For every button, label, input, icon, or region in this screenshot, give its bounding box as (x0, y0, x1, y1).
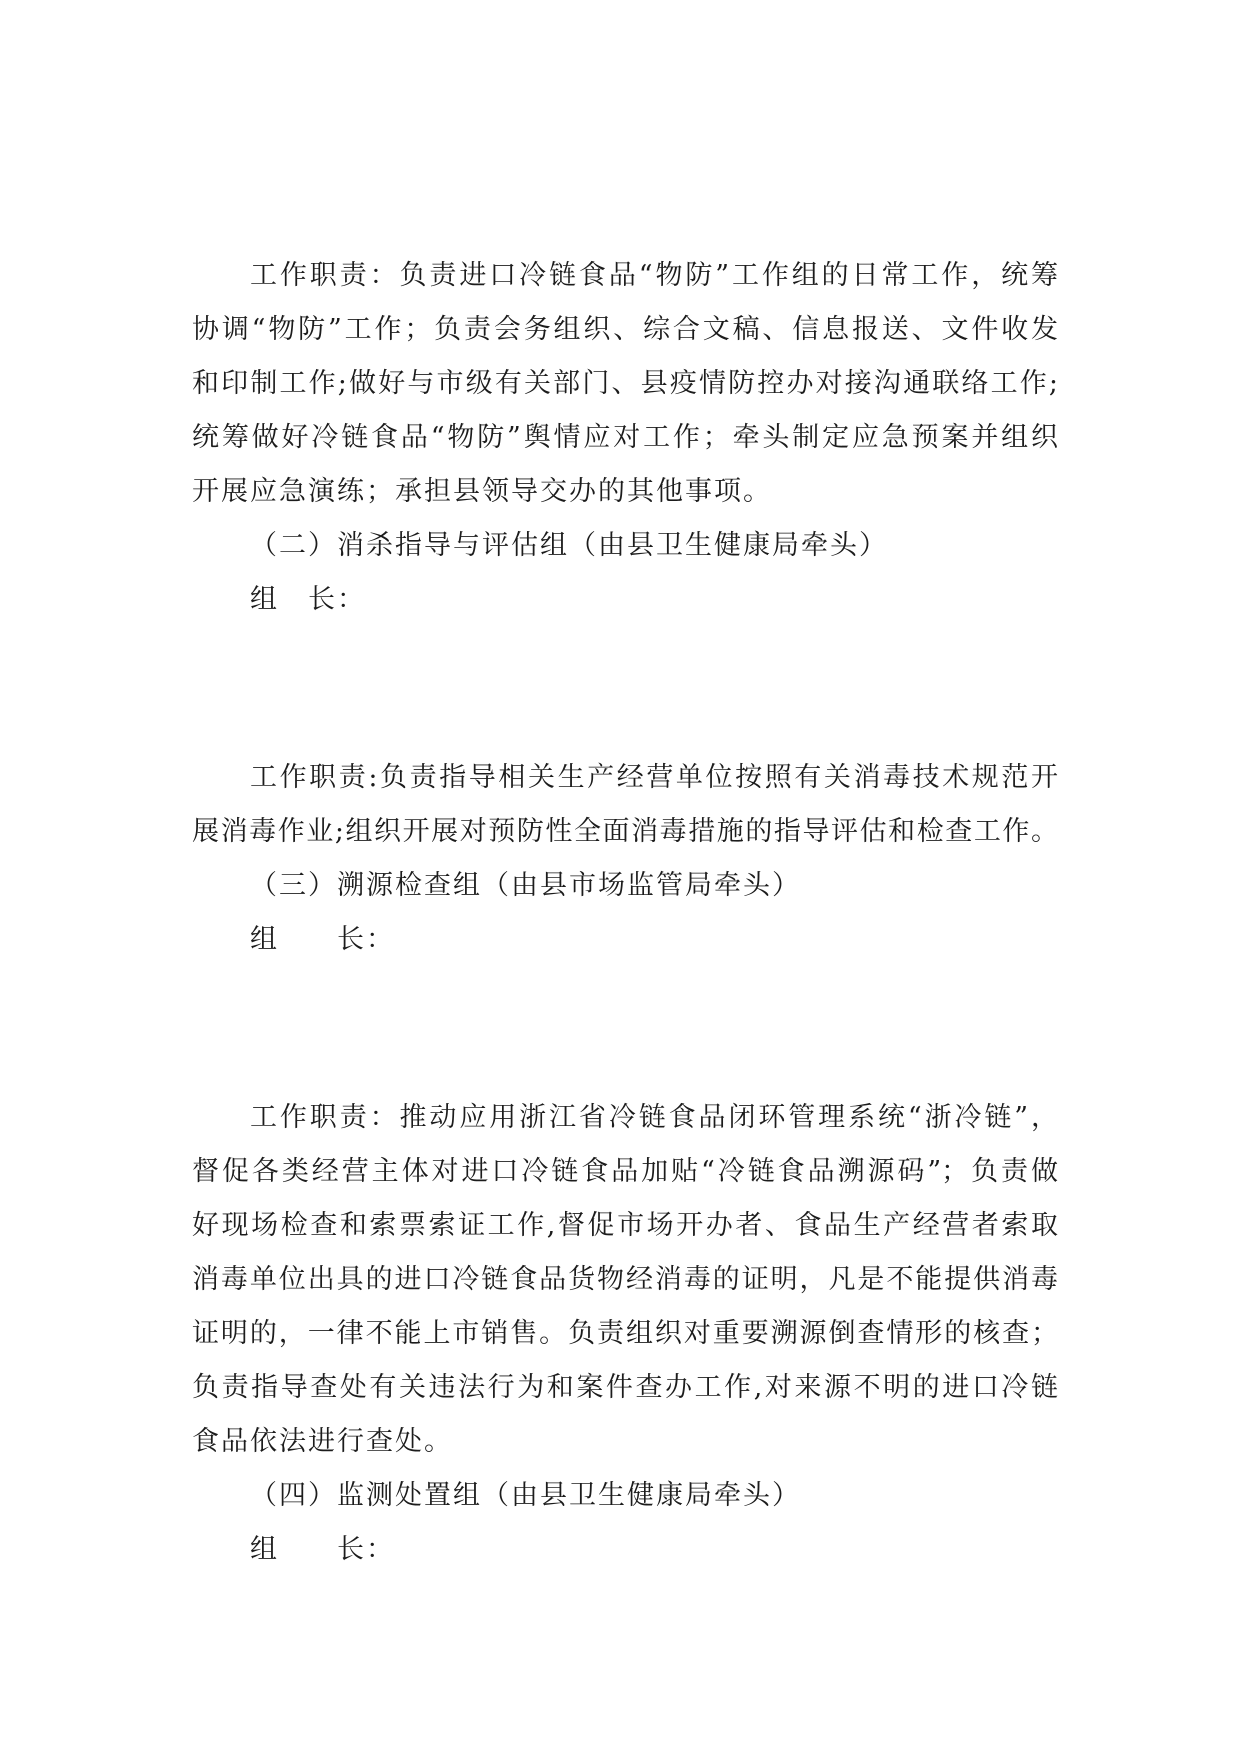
group-leader-label: 组 长： (250, 924, 395, 955)
group-leader-label: 组 长： (250, 584, 366, 615)
text-line: 工作职责:负责指导相关生产经营单位按照有关消毒技术规范开 (250, 762, 1058, 793)
text-line: 督促各类经营主体对进口冷链食品加贴“冷链食品溯源码”；负责做 (192, 1156, 1058, 1187)
section-heading: （二）消杀指导与评估组（由县卫生健康局牵头） (250, 530, 888, 561)
text-line: 好现场检查和索票索证工作,督促市场开办者、食品生产经营者索取 (192, 1210, 1058, 1241)
text-line: 和印制工作;做好与市级有关部门、县疫情防控办对接沟通联络工作; (192, 368, 1058, 399)
text-line: 证明的，一律不能上市销售。负责组织对重要溯源倒查情形的核查； (192, 1318, 1058, 1349)
text-line: 展消毒作业;组织开展对预防性全面消毒措施的指导评估和检查工作。 (192, 816, 1058, 847)
text-line: 协调“物防”工作；负责会务组织、综合文稿、信息报送、文件收发 (192, 314, 1058, 345)
section-heading: （四）监测处置组（由县卫生健康局牵头） (250, 1480, 801, 1511)
text-line: 负责指导查处有关违法行为和案件查办工作,对来源不明的进口冷链 (192, 1372, 1058, 1403)
text-line: 工作职责：推动应用浙江省冷链食品闭环管理系统“浙冷链”， (250, 1102, 1058, 1133)
text-line: 统筹做好冷链食品“物防”舆情应对工作；牵头制定应急预案并组织 (192, 422, 1058, 453)
group-leader-label: 组 长： (250, 1534, 395, 1565)
text-line: 开展应急演练；承担县领导交办的其他事项。 (192, 476, 772, 507)
section-heading: （三）溯源检查组（由县市场监管局牵头） (250, 870, 801, 901)
text-line: 工作职责：负责进口冷链食品“物防”工作组的日常工作，统筹 (250, 260, 1058, 291)
text-line: 消毒单位出具的进口冷链食品货物经消毒的证明，凡是不能提供消毒 (192, 1264, 1058, 1295)
text-line: 食品依法进行查处。 (192, 1426, 453, 1457)
